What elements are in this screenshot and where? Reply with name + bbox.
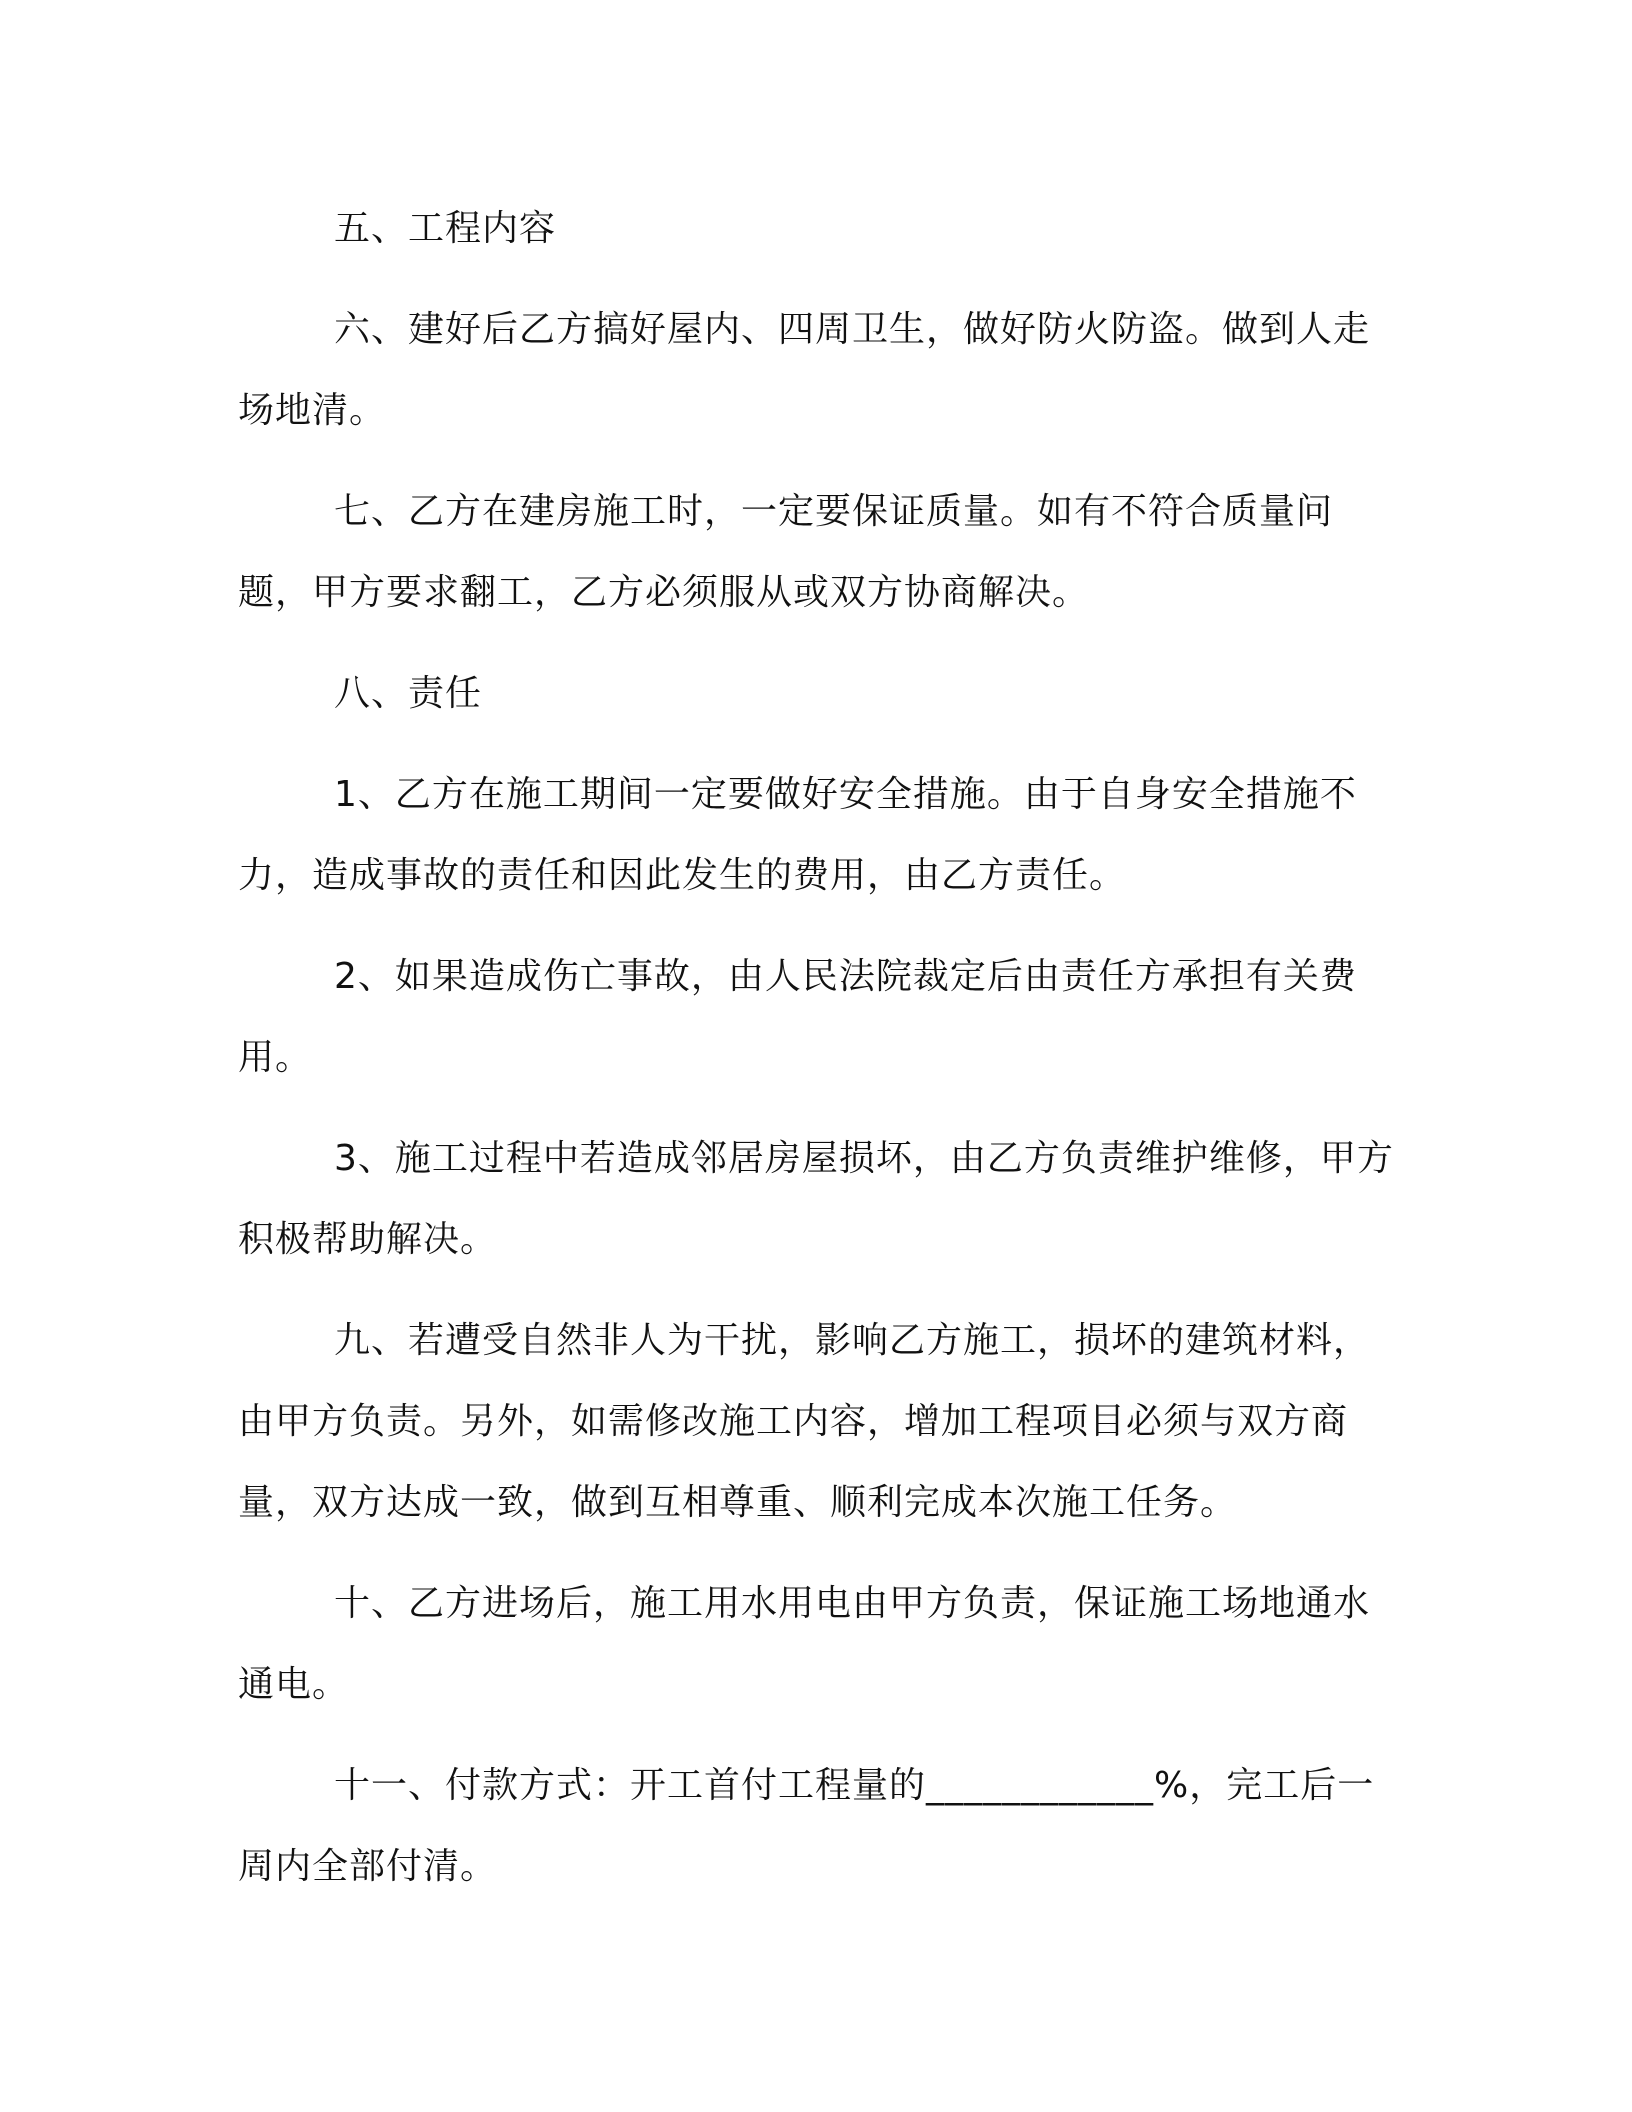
section-8-item-3: 3、施工过程中若造成邻居房屋损坏，由乙方负责维护维修，甲方积极帮助解决。 [238, 1138, 1394, 1260]
section-6-paragraph: 六、建好后乙方搞好屋内、四周卫生，做好防火防盗。做到人走场地清。 [238, 309, 1371, 431]
section-11-paragraph: 十一、付款方式：开工首付工程量的____________%，完工后一周内全部付清。 [238, 1765, 1375, 1887]
section-8-heading: 八、责任 [334, 673, 483, 714]
section-5-heading: 五、工程内容 [334, 208, 557, 249]
section-10-paragraph: 十、乙方进场后，施工用水用电由甲方负责，保证施工场地通水通电。 [238, 1583, 1371, 1705]
section-8-item-1: 1、乙方在施工期间一定要做好安全措施。由于自身安全措施不力，造成事故的责任和因此发生的费用，由乙方责任。 [238, 774, 1357, 896]
section-7-paragraph: 七、乙方在建房施工时，一定要保证质量。如有不符合质量问题，甲方要求翻工，乙方必须服从或双方协商解决。 [238, 491, 1334, 613]
document-body [238, 188, 1398, 1907]
section-9-paragraph: 九、若遭受自然非人为干扰，影响乙方施工，损坏的建筑材料，由甲方负责。另外，如需修改施工内容，增加工程项目必须与双方商量，双方达成一致，做到互相尊重、顺利完成本次施工任务。 [238, 1320, 1371, 1523]
section-8-item-2: 2、如果造成伤亡事故，由人民法院裁定后由责任方承担有关费用。 [238, 956, 1357, 1078]
